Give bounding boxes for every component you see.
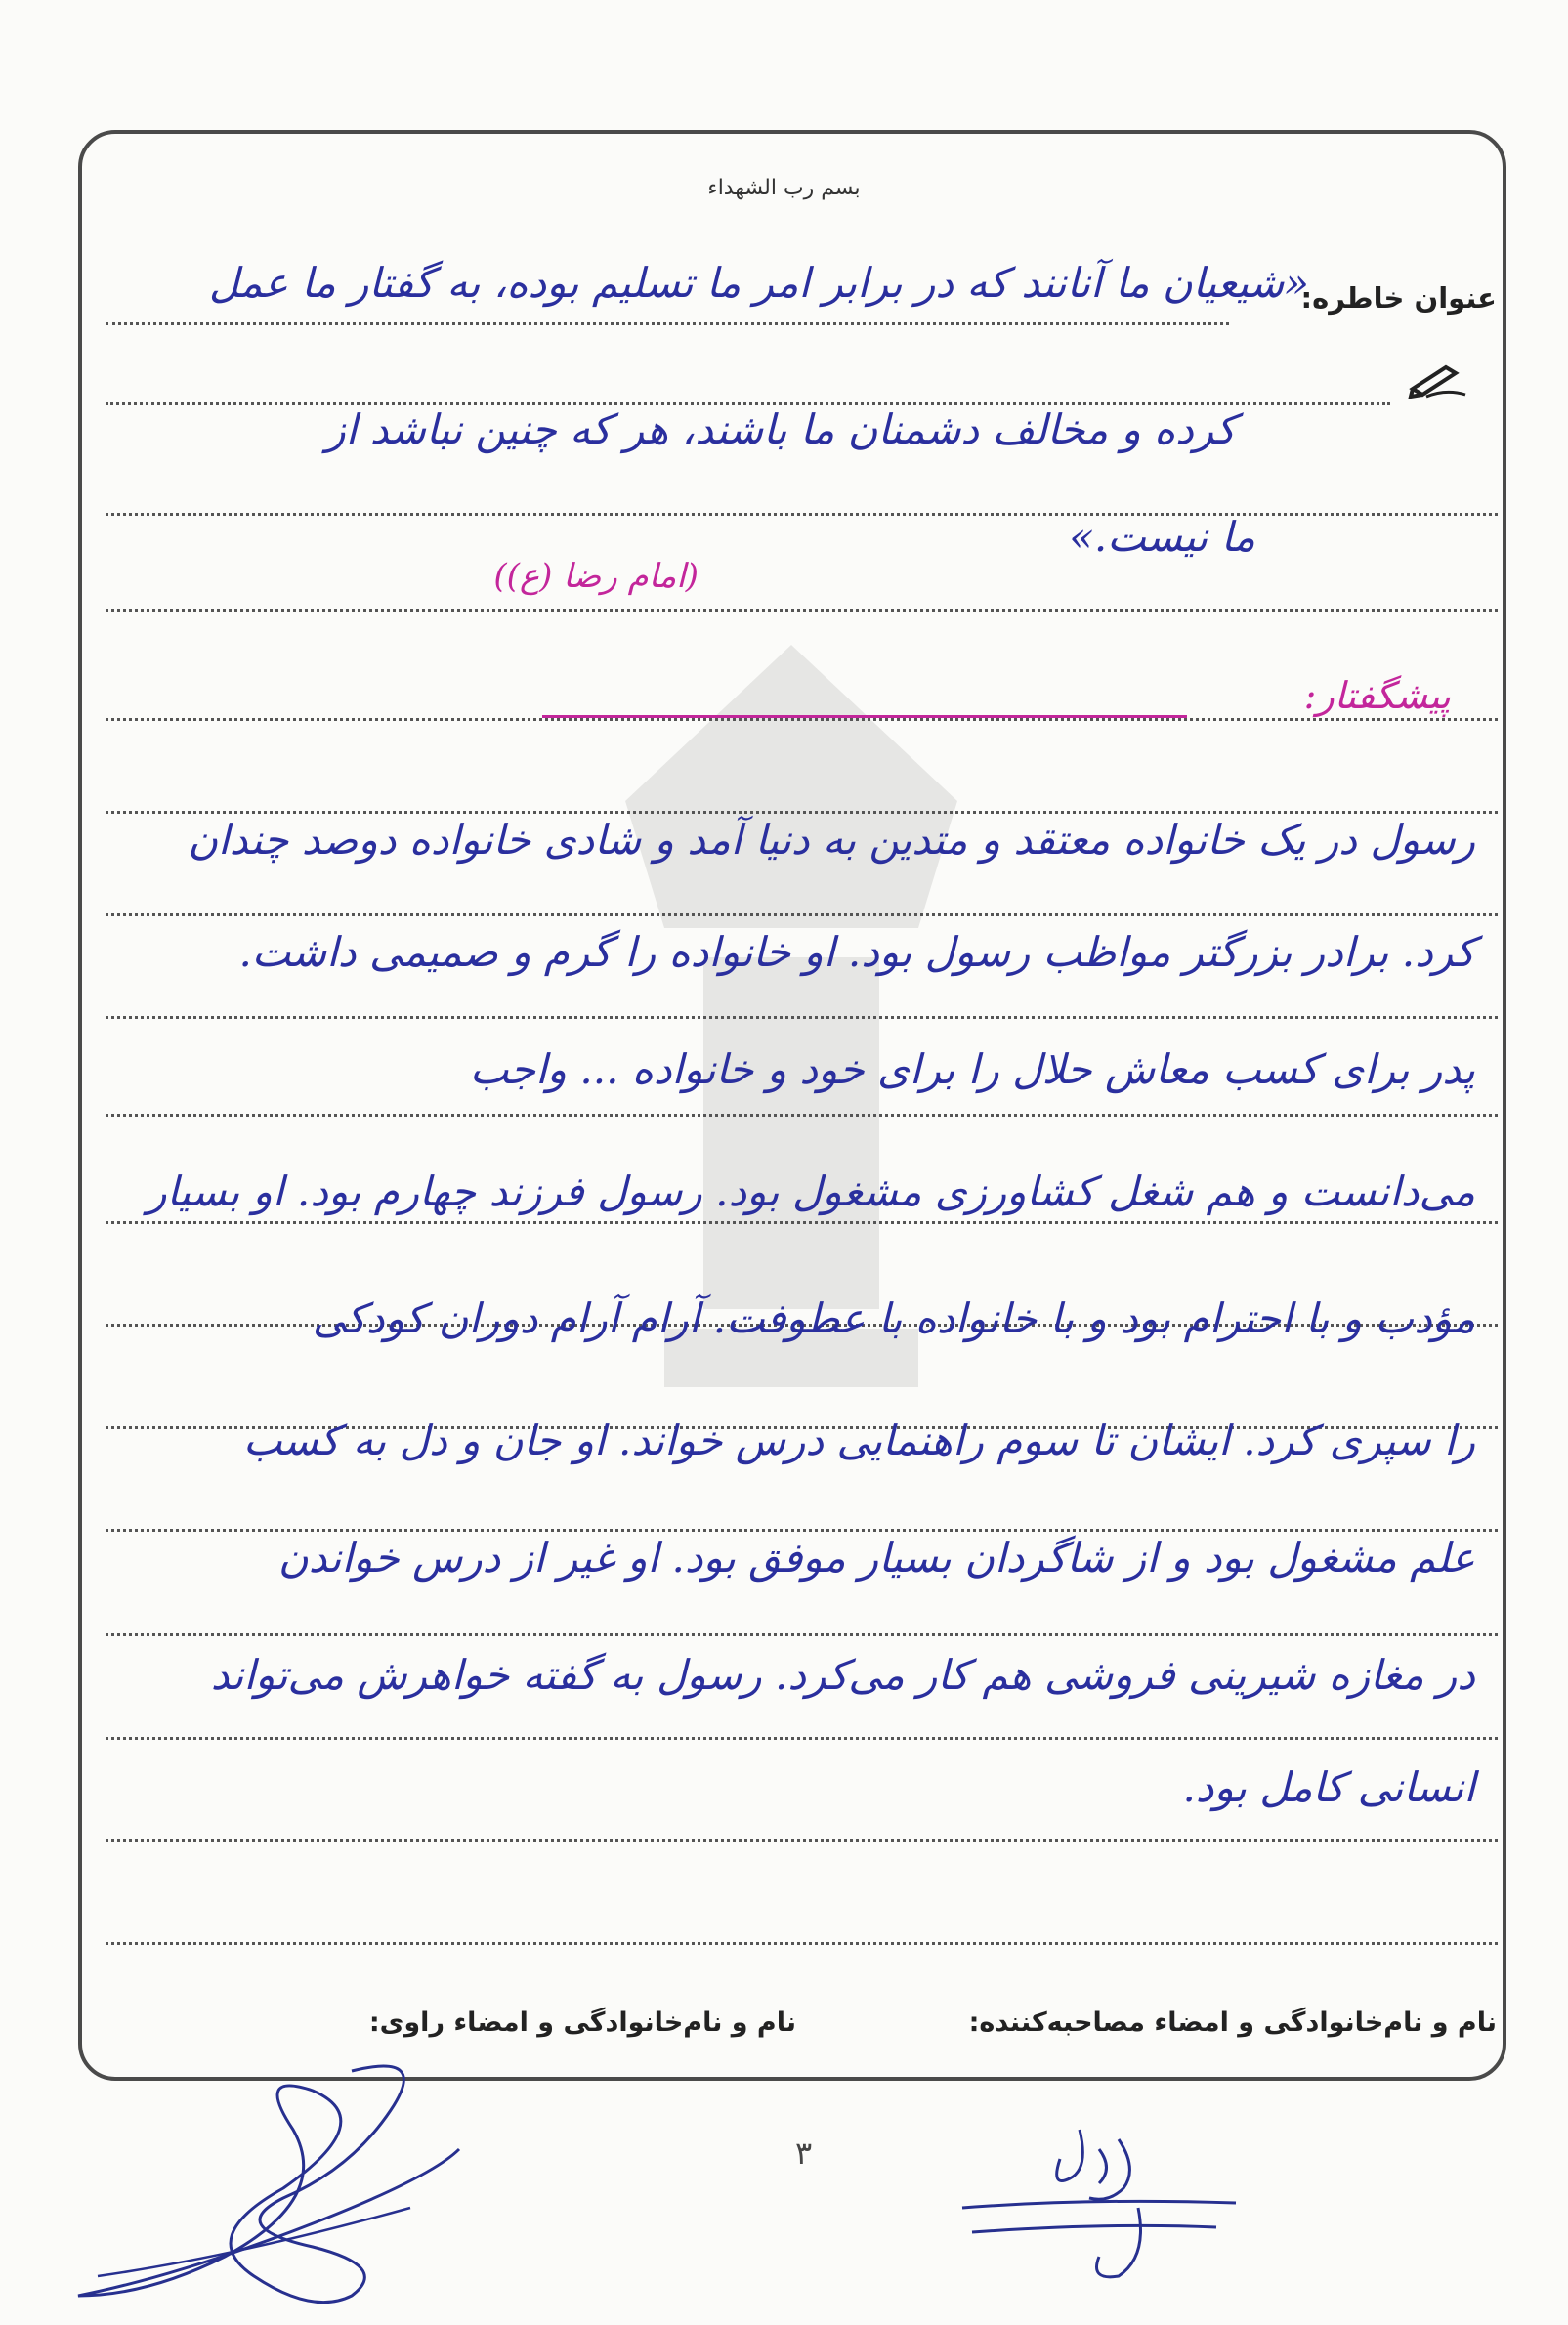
body-text-line-3: پدر برای کسب معاش حلال را برای خود و خانواده ... واجب bbox=[469, 1045, 1475, 1093]
pencil-icon bbox=[1407, 359, 1469, 399]
quote-attribution: (امام رضا (ع)) bbox=[493, 557, 699, 596]
body-text-line-8: در مغازه شیرینی فروشی هم کار می‌کرد. رسول به گفته خواهرش می‌تواند bbox=[210, 1651, 1475, 1699]
heading-underline bbox=[542, 715, 1187, 718]
subject-line-1 bbox=[106, 322, 1229, 325]
body-text-line-9: انسانی کامل بود. bbox=[1182, 1763, 1475, 1811]
body-line-11 bbox=[106, 1839, 1498, 1842]
body-line-2 bbox=[106, 913, 1498, 916]
narrator-signature bbox=[59, 2032, 469, 2305]
heading-line bbox=[106, 718, 1498, 721]
body-line-12 bbox=[106, 1942, 1498, 1945]
body-text-line-5: مؤدب و با احترام بود و با خانواده با عطوفت. آرام آرام دوران کودکی bbox=[312, 1294, 1475, 1342]
body-line-1 bbox=[106, 811, 1498, 814]
body-text-line-7: علم مشغول بود و از شاگردان بسیار موفق بود. او غیر از درس خواندن bbox=[277, 1534, 1475, 1582]
body-line-10 bbox=[106, 1737, 1498, 1740]
page-header-title: بسم رب الشهداء bbox=[707, 176, 861, 200]
body-text-line-6: را سپری کرد. ایشان تا سوم راهنمایی درس خواند. او جان و دل به کسب bbox=[242, 1416, 1475, 1464]
subject-text-line-2: کرده و مخالف دشمنان ما باشند، هر که چنین نباشد از bbox=[325, 405, 1236, 453]
body-text-line-1: رسول در یک خانواده معتقد و متدین به دنیا آمد و شادی خانواده دوصد چندان bbox=[188, 816, 1475, 864]
section-heading: پیشگفتار: bbox=[1303, 674, 1451, 717]
narrator-signature-label: نام و نام‌خانوادگی و امضاء راوی: bbox=[368, 2008, 796, 2038]
body-text-line-2: کرد. برادر بزرگتر مواظب رسول بود. او خانواده را گرم و صمیمی داشت. bbox=[238, 928, 1475, 976]
subject-label: عنوان خاطره: bbox=[1300, 281, 1497, 315]
body-line-8 bbox=[106, 1529, 1498, 1532]
page-number: ۳ bbox=[795, 2135, 813, 2172]
subject-line-4 bbox=[106, 609, 1498, 612]
subject-text-line-1: «شیعیان ما آنانند که در برابر امر ما تسلیم بوده، به گفتار ما عمل bbox=[208, 259, 1309, 307]
subject-line-3 bbox=[106, 513, 1498, 516]
subject-text-line-3: ما نیست.» bbox=[1069, 513, 1255, 561]
body-line-3 bbox=[106, 1016, 1498, 1019]
interviewer-signature bbox=[943, 2110, 1255, 2286]
interviewer-signature-label: نام و نام‌خانوادگی و امضاء مصاحبه‌کننده: bbox=[968, 2008, 1497, 2038]
body-text-line-4: می‌دانست و هم شغل کشاورزی مشغول بود. رسول فرزند چهارم بود. او بسیار bbox=[147, 1167, 1475, 1215]
body-line-9 bbox=[106, 1633, 1498, 1636]
body-line-5 bbox=[106, 1221, 1498, 1224]
body-line-4 bbox=[106, 1114, 1498, 1117]
